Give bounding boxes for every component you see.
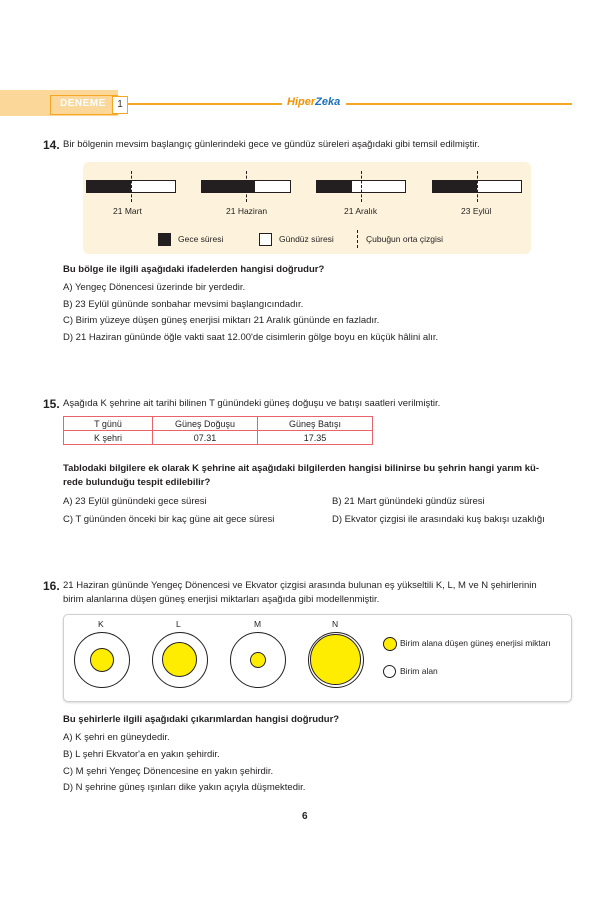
question-16-option-c[interactable]: C) M şehri Yengeç Dönencesine en yakın şehirdir. bbox=[63, 766, 274, 777]
question-14-stem: Bir bölgenin mevsim başlangıç günlerindeki gece ve gündüz süreleri aşağıdaki gibi temsil edilmiştir. bbox=[63, 139, 480, 150]
bar-21-mart bbox=[86, 180, 176, 193]
question-15-table bbox=[63, 416, 373, 445]
question-15-stem: Aşağıda K şehrine ait tarihi bilinen T günündeki güneş doğuşu ve batışı saatleri verilmiştir. bbox=[63, 398, 441, 409]
bar-21-haziran bbox=[201, 180, 291, 193]
table-cell: K şehri bbox=[64, 431, 153, 445]
night-segment bbox=[87, 181, 131, 192]
table-cell: 17.35 bbox=[258, 431, 373, 445]
bar-label: 21 Haziran bbox=[226, 206, 268, 216]
energy-circle-m bbox=[250, 652, 266, 668]
legend-area-swatch bbox=[383, 665, 396, 678]
page-number: 6 bbox=[302, 811, 308, 822]
mid-line bbox=[361, 171, 362, 202]
mid-line bbox=[477, 171, 478, 202]
brand-logo: HiperZeka bbox=[287, 96, 341, 108]
table-header-cell: T günü bbox=[64, 417, 153, 431]
energy-circle-n bbox=[310, 634, 361, 685]
legend-night-swatch bbox=[158, 233, 171, 246]
question-15-option-d[interactable]: D) Ekvator çizgisi ile arasındaki kuş bakışı uzaklığı bbox=[332, 514, 545, 525]
energy-circle-k bbox=[90, 648, 114, 672]
city-label-l: L bbox=[176, 619, 181, 629]
legend-day-swatch bbox=[259, 233, 272, 246]
question-15-prompt-line1: Tablodaki bilgilere ek olarak K şehrine ait aşağıdaki bilgilerden hangisi bilinirse bu şehrin hangi yarım kü- bbox=[63, 463, 540, 474]
legend-axis-swatch bbox=[357, 230, 358, 248]
question-14-figure bbox=[83, 162, 531, 254]
energy-circle-l bbox=[162, 642, 197, 677]
legend-energy-label: Birim alana düşen güneş enerjisi miktarı bbox=[400, 638, 551, 648]
question-16-figure bbox=[63, 614, 572, 702]
question-16-prompt: Bu şehirlerle ilgili aşağıdaki çıkarımlardan hangisi doğrudur? bbox=[63, 714, 340, 725]
legend-day-label: Gündüz süresi bbox=[279, 234, 334, 244]
mid-line bbox=[131, 171, 132, 202]
question-16-option-d[interactable]: D) N şehrine güneş ışınları dike yakın açıyla düşmektedir. bbox=[63, 782, 306, 793]
question-14-prompt: Bu bölge ile ilgili aşağıdaki ifadelerden hangisi doğrudur? bbox=[63, 264, 325, 275]
exam-label: DENEME bbox=[60, 98, 106, 109]
exam-number: 1 bbox=[112, 96, 128, 114]
table-cell: 07.31 bbox=[153, 431, 258, 445]
night-segment bbox=[317, 181, 352, 192]
question-15-prompt-line2: rede bulunduğu tespit edilebilir? bbox=[63, 477, 211, 488]
bar-21-aralik bbox=[316, 180, 406, 193]
question-15-number: 15. bbox=[43, 397, 60, 411]
question-15-option-b[interactable]: B) 21 Mart günündeki gündüz süresi bbox=[332, 496, 485, 507]
table-header-cell: Güneş Doğuşu bbox=[153, 417, 258, 431]
city-label-k: K bbox=[98, 619, 104, 629]
question-16-option-b[interactable]: B) L şehri Ekvator'a en yakın şehirdir. bbox=[63, 749, 220, 760]
question-16-number: 16. bbox=[43, 579, 60, 593]
legend-energy-swatch bbox=[383, 637, 397, 651]
question-14-option-a[interactable]: A) Yengeç Dönencesi üzerinde bir yerdedir. bbox=[63, 282, 246, 293]
legend-area-label: Birim alan bbox=[400, 666, 438, 676]
question-16-option-a[interactable]: A) K şehri en güneydedir. bbox=[63, 732, 170, 743]
legend-axis-label: Çubuğun orta çizgisi bbox=[366, 234, 444, 244]
question-14-option-c[interactable]: C) Birim yüzeye düşen güneş enerjisi miktarı 21 Aralık gününde en fazladır. bbox=[63, 315, 380, 326]
question-14-option-b[interactable]: B) 23 Eylül gününde sonbahar mevsimi başlangıcındadır. bbox=[63, 299, 304, 310]
header-rule-right bbox=[346, 103, 572, 105]
question-15-option-a[interactable]: A) 23 Eylül günündeki gece süresi bbox=[63, 496, 207, 507]
question-16-stem-line1: 21 Haziran gününde Yengeç Dönencesi ve Ekvator çizgisi arasında bulunan eş yükseltili K, L, M ve N şehirlerinin bbox=[63, 580, 537, 591]
city-label-n: N bbox=[332, 619, 339, 629]
bar-label: 21 Aralık bbox=[344, 206, 378, 216]
night-segment bbox=[433, 181, 477, 192]
bar-label: 21 Mart bbox=[113, 206, 142, 216]
legend-night-label: Gece süresi bbox=[178, 234, 224, 244]
question-15-option-c[interactable]: C) T gününden önceki bir kaç güne ait gece süresi bbox=[63, 514, 275, 525]
table-header-cell: Güneş Batışı bbox=[258, 417, 373, 431]
question-14-option-d[interactable]: D) 21 Haziran gününde öğle vakti saat 12.00'de cisimlerin gölge boyu en küçük hâlini alır. bbox=[63, 332, 439, 343]
question-14-number: 14. bbox=[43, 138, 60, 152]
question-16-stem-line2: birim alanlarına düşen güneş enerjisi miktarları aşağıda gibi modellenmiştir. bbox=[63, 594, 380, 605]
mid-line bbox=[246, 171, 247, 202]
bar-23-eylul bbox=[432, 180, 522, 193]
city-label-m: M bbox=[254, 619, 262, 629]
bar-label: 23 Eylül bbox=[461, 206, 492, 216]
header-rule-left bbox=[127, 103, 282, 105]
